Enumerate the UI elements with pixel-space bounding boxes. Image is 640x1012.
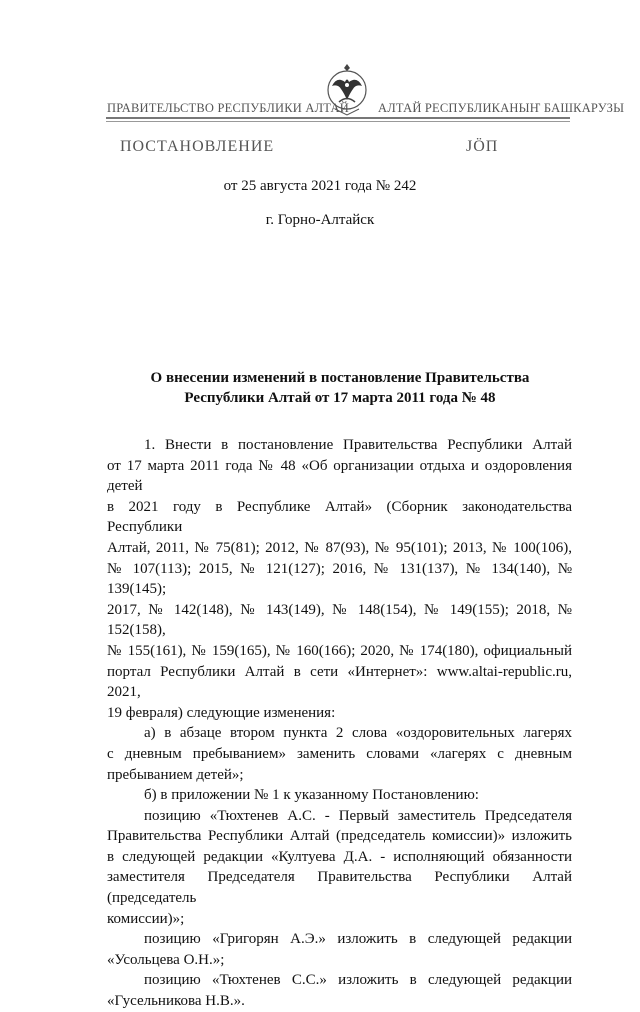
body-line: Алтай, 2011, № 75(81); 2012, № 87(93), № 95(101); 2013, № 100(106), <box>107 539 572 556</box>
body-line: в 2021 году в Республике Алтай» (Сборник законодательства Республики <box>107 498 572 536</box>
header-rule <box>106 117 570 119</box>
doc-type-russian: ПОСТАНОВЛЕНИЕ <box>120 138 275 155</box>
body-line: Правительства Республики Алтай (председатель комиссии)» изложить <box>107 828 572 845</box>
document-date-number: от 25 августа 2021 года № 242 <box>223 178 417 194</box>
body-line: № 107(113); 2015, № 121(127); 2016, № 131(137), № 134(140), № 139(145); <box>107 560 572 598</box>
body-line: в следующей редакции «Култуева Д.А. - исполняющий обязанности <box>107 848 572 865</box>
body-line: «Гусельникова Н.В.». <box>107 993 245 1010</box>
body-line: портал Республики Алтай в сети «Интернет»: www.altai-republic.ru, 2021, <box>107 663 572 701</box>
doc-type-altai: ЈӦП <box>466 138 499 155</box>
document-title <box>100 368 580 408</box>
document-city: г. Горно-Алтайск <box>265 212 375 228</box>
body-line: позицию «Григорян А.Э.» изложить в следующей редакции <box>144 931 572 948</box>
body-line: 1. Внести в постановление Правительства Республики Алтай <box>144 437 572 453</box>
body-line: 2017, № 142(148), № 143(149), № 148(154), № 149(155); 2018, № 152(158), <box>107 601 572 639</box>
body-line: б) в приложении № 1 к указанному Постановлению: <box>144 787 479 804</box>
title-line: О внесении изменений в постановление Правительства <box>150 370 530 386</box>
body-line: 19 февраля) следующие изменения: <box>107 704 336 721</box>
body-line: а) в абзаце втором пункта 2 слова «оздоровительных лагерях <box>144 725 572 742</box>
header-org-name-altai: АЛТАЙ РЕСПУБЛИКАНЫҤ БАШКАРУЗЫ <box>378 101 625 115</box>
body-line: пребыванием детей»; <box>107 766 244 783</box>
body-line: позицию «Тюхтенев С.С.» изложить в следующей редакции <box>144 972 572 989</box>
body-line: заместителя Председателя Правительства Республики Алтай (председатель <box>107 869 572 907</box>
body-line: позицию «Тюхтенев А.С. - Первый заместитель Председателя <box>144 807 572 824</box>
header-rule-thin <box>106 121 570 122</box>
body-line: № 155(161), № 159(165), № 160(166); 2020, № 174(180), официальный <box>107 642 572 659</box>
body-line: от 17 марта 2011 года № 48 «Об организации отдыха и оздоровления детей <box>107 457 572 495</box>
document-body <box>107 435 572 1012</box>
body-line: «Усольцева О.Н.»; <box>107 951 225 968</box>
body-line: с дневным пребыванием» заменить словами «лагерях с дневным <box>107 745 572 762</box>
body-line: комиссии)»; <box>107 910 185 927</box>
title-line: Республики Алтай от 17 марта 2011 года № 48 <box>184 390 496 406</box>
header-org-name-russian: ПРАВИТЕЛЬСТВО РЕСПУБЛИКИ АЛТАЙ <box>107 101 349 115</box>
